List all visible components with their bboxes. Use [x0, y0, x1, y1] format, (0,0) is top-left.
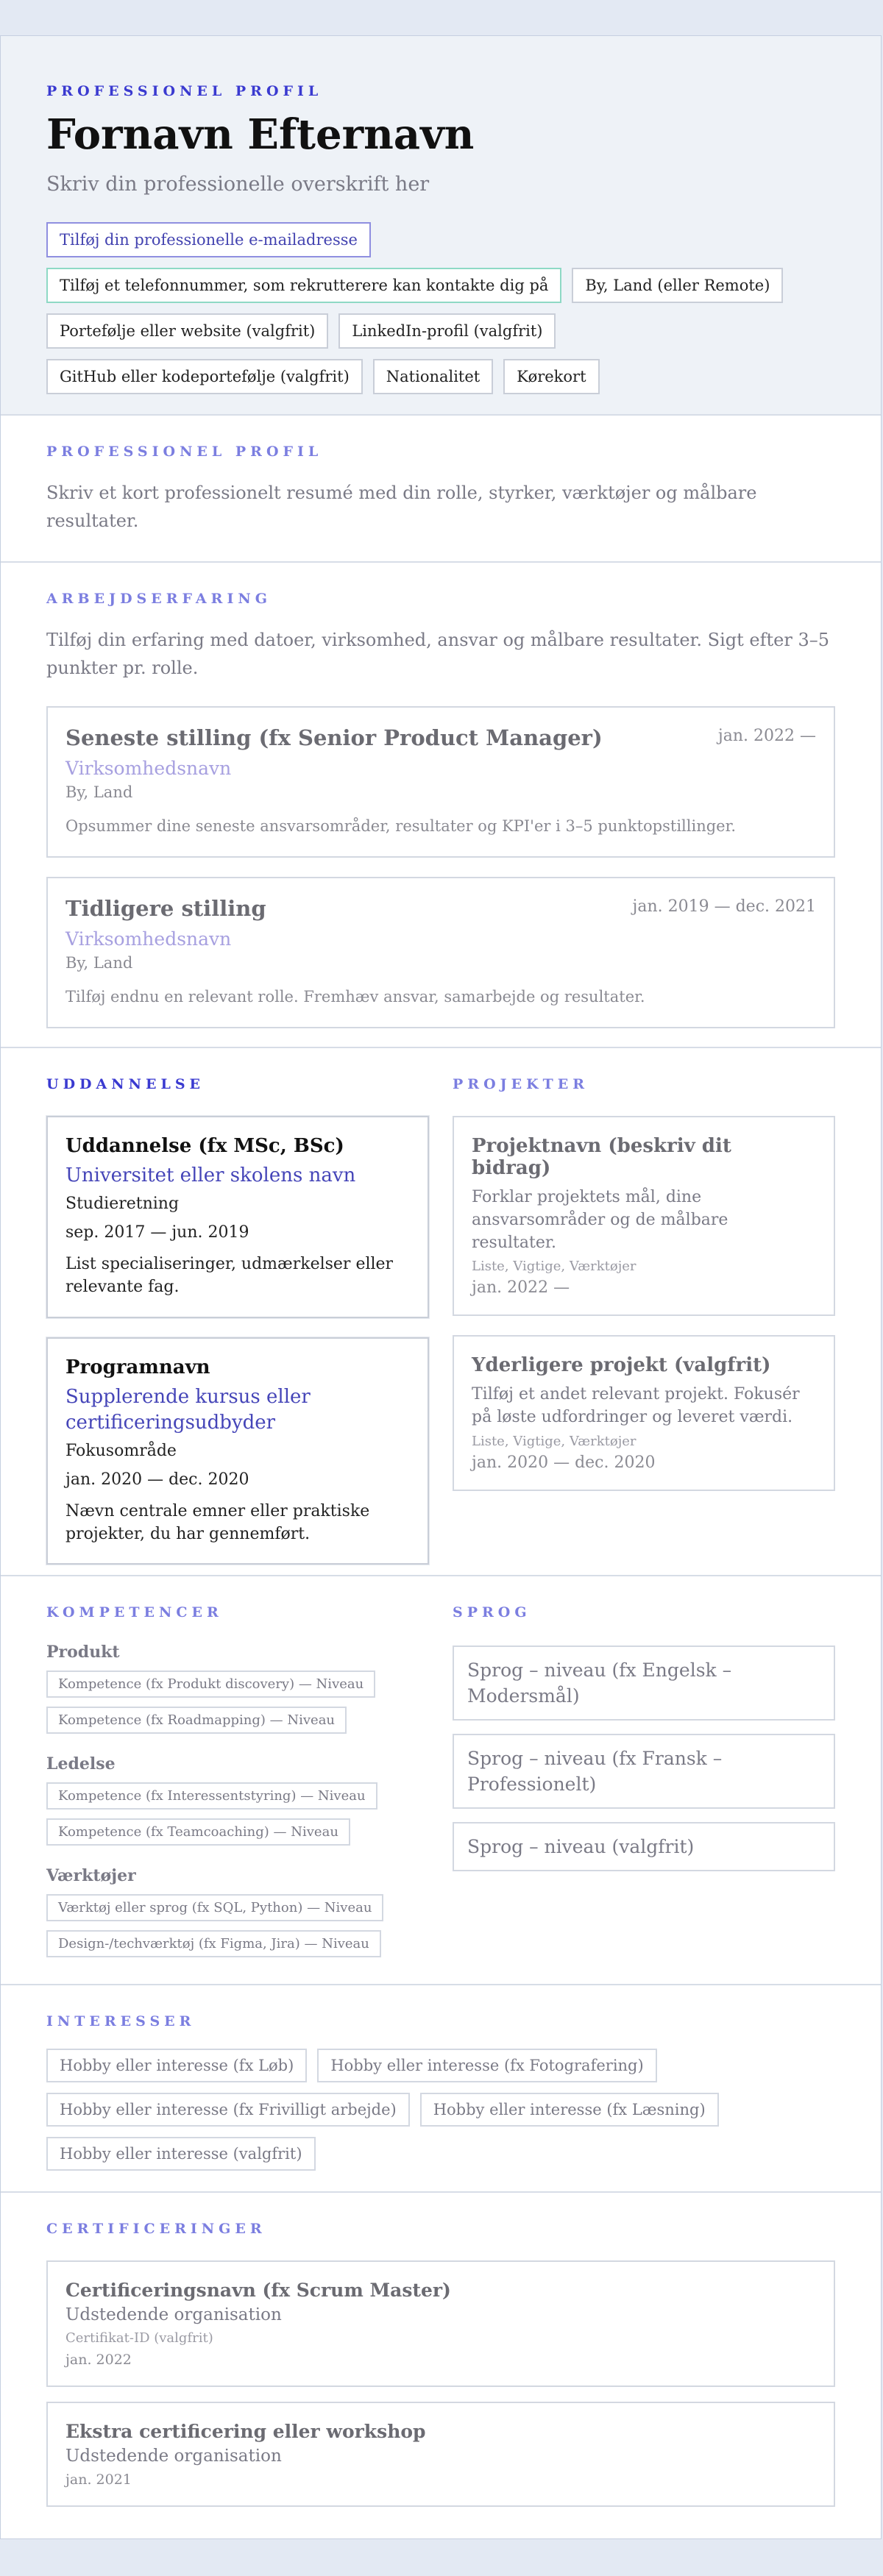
project-tags: Liste, Vigtige, Værktøjer [472, 1433, 636, 1449]
certification-date: jan. 2022 [65, 2352, 132, 2368]
job-card[interactable] [46, 877, 835, 1028]
certifications-section [1, 2193, 881, 2507]
languages-column [453, 1604, 835, 1957]
drivers-license-chip[interactable]: Kørekort [503, 359, 599, 394]
field-of-study: Fokusområde [65, 1441, 177, 1460]
education-card[interactable] [46, 1116, 429, 1318]
experience-section [1, 563, 881, 1048]
project-card[interactable] [453, 1335, 835, 1491]
language-item[interactable]: Sprog – niveau (valgfrit) [453, 1822, 835, 1871]
certification-title: Certificeringsnavn (fx Scrum Master) [65, 2280, 451, 2301]
job-title: Seneste stilling (fx Senior Product Manager) [65, 725, 603, 750]
project-date: jan. 2022 — [472, 1278, 570, 1298]
email-chip[interactable]: Tilføj din professionelle e-mailadresse [46, 222, 371, 257]
full-name: Fornavn Efternavn [46, 110, 475, 159]
certification-org: Udstedende organisation [65, 2305, 282, 2324]
project-card[interactable] [453, 1116, 835, 1316]
projects-heading: PROJEKTER [453, 1076, 589, 1092]
header-kicker: PROFESSIONEL PROFIL [46, 83, 323, 99]
language-item[interactable]: Sprog – niveau (fx Fransk – Professionelt) [453, 1734, 835, 1809]
skills-heading: KOMPETENCER [46, 1604, 223, 1620]
job-company: Virksomhedsnavn [65, 928, 232, 950]
skill-chip[interactable]: Kompetence (fx Interessentstyring) — Niveau [46, 1782, 377, 1810]
skill-chip[interactable]: Design-/techværktøj (fx Figma, Jira) — Niveau [46, 1930, 381, 1957]
job-date: jan. 2022 — [717, 726, 816, 745]
job-location: By, Land [65, 783, 133, 801]
header-section [1, 36, 881, 416]
degree-title: Programnavn [65, 1356, 210, 1378]
school-name: Universitet eller skolens navn [65, 1164, 356, 1186]
education-heading: UDDANNELSE [46, 1076, 205, 1092]
job-company: Virksomhedsnavn [65, 757, 232, 779]
interest-chip[interactable]: Hobby eller interesse (fx Læsning) [420, 2093, 719, 2127]
languages-heading: SPROG [453, 1604, 531, 1620]
field-of-study: Studieretning [65, 1195, 180, 1214]
contact-chips [46, 222, 841, 394]
job-card[interactable] [46, 706, 835, 858]
skill-chip[interactable]: Kompetence (fx Roadmapping) — Niveau [46, 1707, 347, 1734]
job-description: Opsummer dine seneste ansvarsområder, resultater og KPI'er i 3–5 punktopstillinger. [65, 816, 737, 835]
skill-chip[interactable]: Kompetence (fx Teamcoaching) — Niveau [46, 1818, 350, 1846]
location-chip[interactable]: By, Land (eller Remote) [572, 268, 783, 303]
education-date: sep. 2017 — jun. 2019 [65, 1223, 249, 1242]
portfolio-chip[interactable]: Portefølje eller website (valgfrit) [46, 313, 328, 349]
project-title: Projektnavn (beskriv dit bidrag) [472, 1135, 731, 1179]
education-description: List specialiseringer, udmærkelser eller relevante fag. [65, 1255, 394, 1296]
education-date: jan. 2020 — dec. 2020 [65, 1470, 249, 1489]
language-item[interactable]: Sprog – niveau (fx Engelsk – Modersmål) [453, 1645, 835, 1721]
degree-title: Uddannelse (fx MSc, BSc) [65, 1135, 344, 1157]
interest-chip[interactable]: Hobby eller interesse (fx Frivilligt arbejde) [46, 2093, 410, 2127]
job-date: jan. 2019 — dec. 2021 [632, 897, 816, 916]
certification-id: Certifikat-ID (valgfrit) [65, 2330, 213, 2346]
experience-intro: Tilføj din erfaring med datoer, virksomhed, ansvar og målbare resultater. Sigt efter 3–5 punkter pr. rolle. [46, 630, 829, 679]
certification-card[interactable] [46, 2260, 835, 2387]
education-description: Nævn centrale emner eller praktiske projekter, du har gennemført. [65, 1501, 370, 1543]
skills-column [46, 1604, 429, 1957]
linkedin-chip[interactable]: LinkedIn-profil (valgfrit) [338, 313, 556, 349]
certifications-heading: CERTIFICERINGER [46, 2221, 266, 2237]
education-column [46, 1076, 429, 1565]
interests-heading: INTERESSER [46, 2013, 196, 2029]
interest-chip[interactable]: Hobby eller interesse (valgfrit) [46, 2137, 316, 2171]
projects-column [453, 1076, 835, 1565]
skills-languages-section [1, 1576, 881, 1985]
interests-section [1, 1985, 881, 2193]
job-location: By, Land [65, 953, 133, 972]
school-name: Supplerende kursus eller certificeringsudbyder [65, 1385, 311, 1434]
skill-chip[interactable]: Værktøj eller sprog (fx SQL, Python) — Niveau [46, 1894, 383, 1921]
certification-date: jan. 2021 [65, 2472, 132, 2488]
education-projects-section [1, 1048, 881, 1576]
project-description: Tilføj et andet relevant projekt. Fokusér på løste udfordringer og leveret værdi. [472, 1385, 800, 1427]
profile-text[interactable]: Skriv et kort professionelt resumé med din rolle, styrker, værktøjer og målbare resultater. [46, 483, 757, 532]
skill-chip[interactable]: Kompetence (fx Produkt discovery) — Niveau [46, 1671, 375, 1698]
job-title: Tidligere stilling [65, 895, 266, 921]
project-tags: Liste, Vigtige, Værktøjer [472, 1259, 636, 1275]
experience-heading: ARBEJDSERFARING [46, 591, 272, 607]
profile-heading: PROFESSIONEL PROFIL [46, 444, 323, 460]
headline: Skriv din professionelle overskrift her [46, 172, 430, 196]
project-date: jan. 2020 — dec. 2020 [472, 1453, 656, 1472]
nationality-chip[interactable]: Nationalitet [373, 359, 493, 394]
phone-chip[interactable]: Tilføj et telefonnummer, som rekrutterere kan kontakte dig på [46, 268, 561, 303]
job-description: Tilføj endnu en relevant rolle. Fremhæv ansvar, samarbejde og resultater. [65, 987, 645, 1006]
interest-chip[interactable]: Hobby eller interesse (fx Løb) [46, 2049, 307, 2082]
project-description: Forklar projektets mål, dine ansvarsområder og de målbare resultater. [472, 1188, 728, 1252]
resume-page [0, 35, 882, 2539]
profile-section [1, 416, 881, 563]
education-card[interactable] [46, 1337, 429, 1565]
github-chip[interactable]: GitHub eller kodeportefølje (valgfrit) [46, 359, 363, 394]
certification-org: Udstedende organisation [65, 2447, 282, 2466]
certification-title: Ekstra certificering eller workshop [65, 2421, 426, 2442]
certification-card[interactable] [46, 2402, 835, 2507]
skill-group-title: Ledelse [46, 1754, 116, 1773]
project-title: Yderligere projekt (valgfrit) [472, 1354, 771, 1377]
interest-chip[interactable]: Hobby eller interesse (fx Fotografering) [317, 2049, 656, 2082]
interest-chips [46, 2049, 841, 2171]
skill-group-title: Produkt [46, 1643, 120, 1662]
skill-group-title: Værktøjer [46, 1866, 136, 1885]
